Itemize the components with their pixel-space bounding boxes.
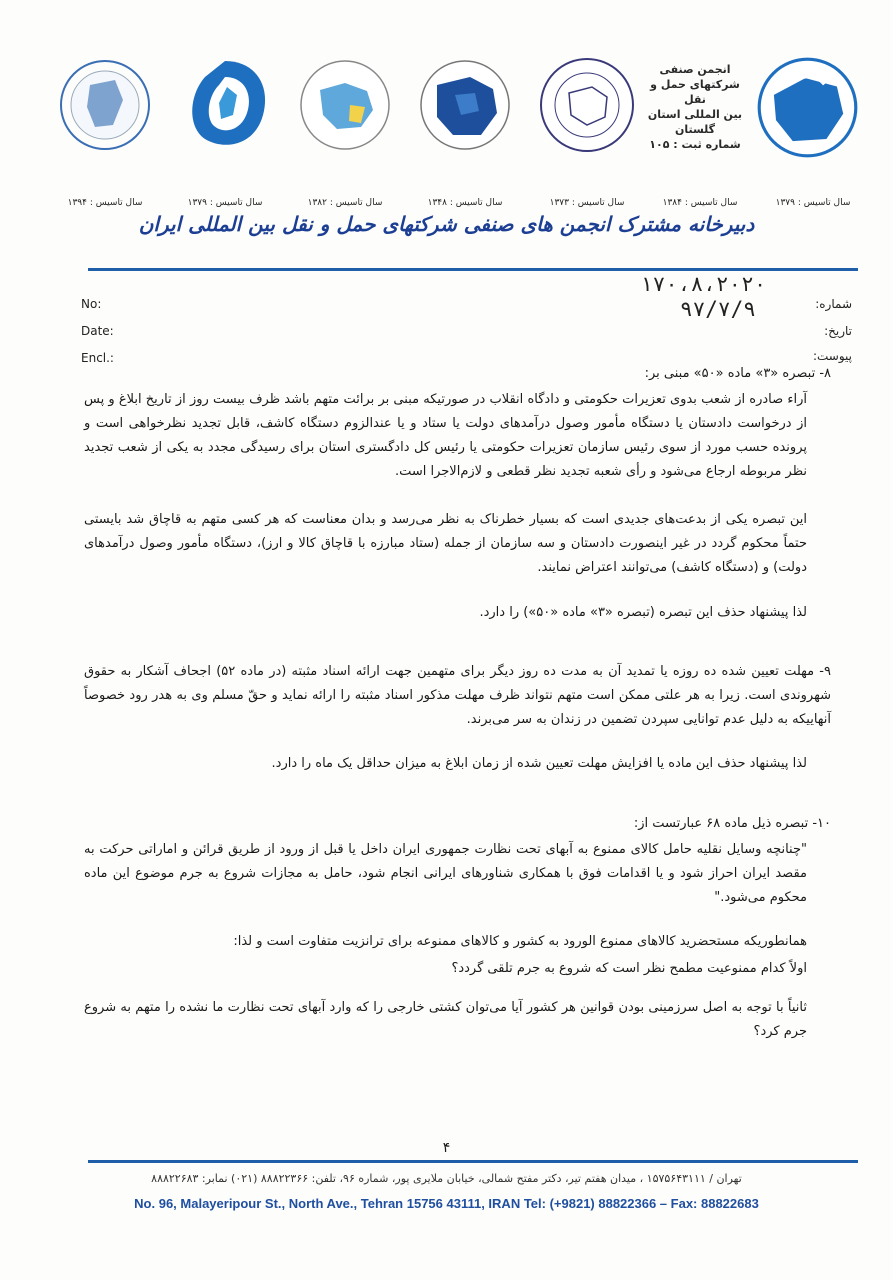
association-text: انجمن صنفی شرکتهای حمل و نقل بین المللی استان گلستان شماره ثبت : ۱۰۵ <box>647 63 743 151</box>
emblem-icon <box>55 55 155 155</box>
logo-international-transport-association <box>537 55 637 155</box>
logo-azarbaijan-association <box>55 55 155 155</box>
logo-khuzestan-association <box>295 55 395 155</box>
encl-label-fa: پیوست: <box>812 349 852 363</box>
logo-year: سال تاسیس : ۱۳۹۴ <box>67 198 143 208</box>
section-8-paragraph: آراء صادره از شعب بدوی تعزیرات حکومتی و دادگاه انقلاب در صورتیکه مبنی بر برائت متهم باشد ظرف بیست روز از تاریخ ابلاغ و پس از درخواست دادستان یا دستگاه مأمور وصول درآمدهای دولت یا ستاد و یا عندالزوم دستگاه کاشف، قابل تجدید نظرخواهی است و پرونده حسب مورد از سوی رئیس سازمان تعزیرات حکومتی یا رئیس کل دادگستری استان برای رسیدگی مجدد به یکی از شعب تجدید نظر مربوطه ارجاع می‌شود و رأی شعبه تجدید نظر قطعی و لازم‌الاجرا است. <box>84 392 807 479</box>
section-10-paragraph: "چنانچه وسایل نقلیه حامل کالای ممنوع به آبهای تحت نظارت جمهوری ایران داخل یا قبل از ورود از طریق قرائن و اماراتی حرکت به مقصد ایران احراز شود و یا اقدامات فوق با همکاری شناورهای ایرانی انجام شود، حامل به مجازات شروع به جرم موضوع این ماده محکوم می‌شود." <box>84 842 807 905</box>
logo-year: سال تاسیس : ۱۳۷۳ <box>549 198 625 208</box>
iran-map-icon <box>415 55 515 155</box>
date-label-en: Date: <box>81 324 114 338</box>
logo-hormozgan-association <box>175 55 275 155</box>
page-number: ۴ <box>442 1140 451 1156</box>
handwritten-date: ۹۷/۷/۹ <box>680 297 756 321</box>
logo-year: سال تاسیس : ۱۳۷۹ <box>187 198 263 208</box>
section-10-heading: ۱۰- تبصره ذیل ماده ۶۸ عبارتست از: <box>633 816 831 831</box>
section-8-paragraph: این تبصره یکی از بدعت‌های جدیدی است که بسیار خطرناک به نظر می‌رسد و بدان معناست که هر کسی متهم به قاچاق شد بایستی حتماً محکوم گردد در غیر اینصورت دادستان و سه سازمان از جمله (ستاد مبارزه با قاچاق کالا و ارز)، دستگاه مأمور وصول درآمدهای دولت) و (دستگاه کاشف) می‌توانند اعتراض نمایند. <box>84 512 807 575</box>
logo-year: سال تاسیس : ۱۳۸۲ <box>307 198 383 208</box>
iran-map-icon <box>295 55 395 155</box>
logo-year: سال تاسیس : ۱۳۸۴ <box>662 198 738 208</box>
section-8-paragraph: لذا پیشنهاد حذف این تبصره (تبصره «۳» ماده «۵۰») را دارد. <box>479 605 807 620</box>
logo-year: سال تاسیس : ۱۳۴۸ <box>427 198 503 208</box>
section-10-paragraph: اولاً کدام ممنوعیت مطمح نظر است که شروع به جرم تلقی گردد؟ <box>451 961 807 976</box>
logo-golestan-association <box>755 55 860 160</box>
section-10-paragraph: ثانیاً با توجه به اصل سرزمینی بودن قوانین هر کشور آیا می‌توان کشتی خارجی را که وارد آبهای تحت نظارت ما نشده را متهم به شروع جرم کرد؟ <box>84 1000 807 1039</box>
secretariat-title: دبیرخانه مشترک انجمن های صنفی شرکتهای حمل و نقل بین المللی ایران <box>138 212 755 236</box>
wave-emblem-icon <box>175 55 275 155</box>
date-label-fa: تاریخ: <box>824 324 852 338</box>
section-8-heading: ۸- تبصره «۳» ماده «۵۰» مبنی بر: <box>644 366 831 381</box>
no-label-fa: شماره: <box>815 297 852 311</box>
handwritten-number: ۱۷۰،۸،۲۰۲۰ <box>640 272 767 296</box>
section-10-paragraph: همانطوریکه مستحضرید کالاهای ممنوع الورود به کشور و کالاهای ممنوعه برای ترانزیت متفاوت است و لذا: <box>233 934 807 949</box>
no-label-en: No: <box>81 297 102 311</box>
footer-address-en: No. 96, Malayeripour St., North Ave., Tehran 15756 43111, IRAN Tel: (+9821) 88822366 – Fax: 88822683 <box>134 1196 759 1211</box>
encl-label-en: Encl.: <box>81 351 114 365</box>
header-divider <box>88 268 858 271</box>
section-9-paragraph: لذا پیشنهاد حذف این ماده یا افزایش مهلت تعیین شده از زمان ابلاغ به میزان حداقل یک ماه را دارد. <box>271 756 807 771</box>
iran-map-icon <box>755 55 860 160</box>
footer-divider <box>88 1160 858 1163</box>
section-9-paragraph: ۹- مهلت تعیین شده ده روزه یا تمدید آن به مدت ده روز دیگر برای متهمین جهت ارائه اسناد مثبته (در ماده ۵۲) اجحاف آشکار به حقوق شهروندی است. زیرا به هر علتی ممکن است متهم نتواند ظرف مهلت مذکور اسناد مثبته را ارائه نماید و حقّ مسلم وی به هدر رود خصوصاً آنهاییکه به دلیل عدم توانایی سپردن تضمین در زندان به سر می‌برند. <box>84 664 831 727</box>
logo-iran-map-blue <box>415 55 515 155</box>
logo-strip <box>45 35 865 208</box>
logo-year: سال تاسیس : ۱۳۷۹ <box>775 198 851 208</box>
seal-emblem-icon <box>537 55 637 155</box>
footer-address-fa: تهران / ۱۵۷۵۶۴۳۱۱۱ ، میدان هفتم تیر، دکتر مفتح شمالی، خیابان ملایری پور، شماره ۹۶، تلفن: ۸۸۸۲۲۳۶۶ (۰۲۱) نمابر: ۸۸۸۲۲۶۸۳ <box>151 1172 742 1185</box>
